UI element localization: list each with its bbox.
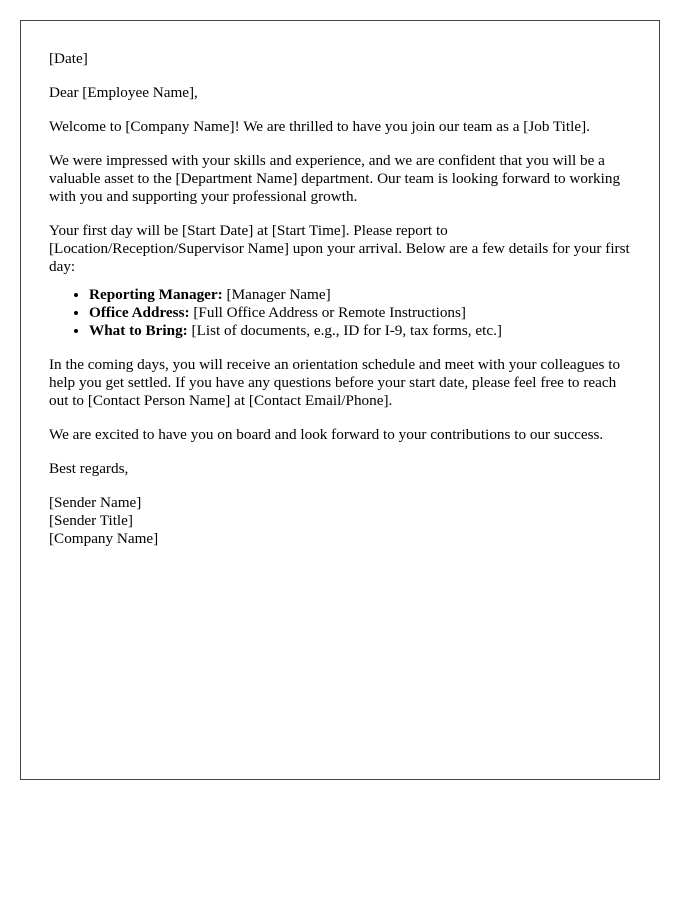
list-item — [89, 304, 631, 322]
orientation-paragraph: In the coming days, you will receive an orientation schedule and meet with your colleagues to help you get settled. If you have any questions before your start date, please feel free to reach out to [Contact Person Name] at [Contact Email/Phone]. — [49, 356, 621, 409]
impressed-paragraph: We were impressed with your skills and experience, and we are confident that you will be a valuable asset to the [Department Name] department. Our team is looking forward to working with you and supporting your professional growth. — [49, 152, 621, 205]
company-name: [Company Name] — [49, 530, 159, 547]
first-day-paragraph: Your first day will be [Start Date] at [Start Time]. Please report to [Location/Reception/Supervisor Name] upon your arrival. Below are a few details for your first day: — [49, 222, 630, 275]
letter-page — [20, 20, 660, 780]
detail-value: [Full Office Address or Remote Instructions] — [189, 304, 466, 321]
letter-date: [Date] — [49, 50, 88, 67]
sign-off: Best regards, — [49, 460, 129, 477]
first-day-details-list — [49, 286, 631, 340]
letter-body — [49, 50, 631, 548]
detail-label: Office Address: — [89, 304, 190, 321]
detail-label: What to Bring: — [89, 322, 188, 339]
salutation: Dear [Employee Name], — [49, 84, 198, 101]
list-item — [89, 322, 631, 340]
detail-label: Reporting Manager: — [89, 286, 223, 303]
signature-block — [49, 494, 631, 548]
list-item — [89, 286, 631, 304]
detail-value: [List of documents, e.g., ID for I-9, tax forms, etc.] — [187, 322, 502, 339]
sender-title: [Sender Title] — [49, 512, 133, 529]
sender-name: [Sender Name] — [49, 494, 142, 511]
detail-value: [Manager Name] — [222, 286, 331, 303]
welcome-paragraph: Welcome to [Company Name]! We are thrilled to have you join our team as a [Job Title]. — [49, 118, 590, 135]
closing-paragraph: We are excited to have you on board and look forward to your contributions to our success. — [49, 426, 604, 443]
